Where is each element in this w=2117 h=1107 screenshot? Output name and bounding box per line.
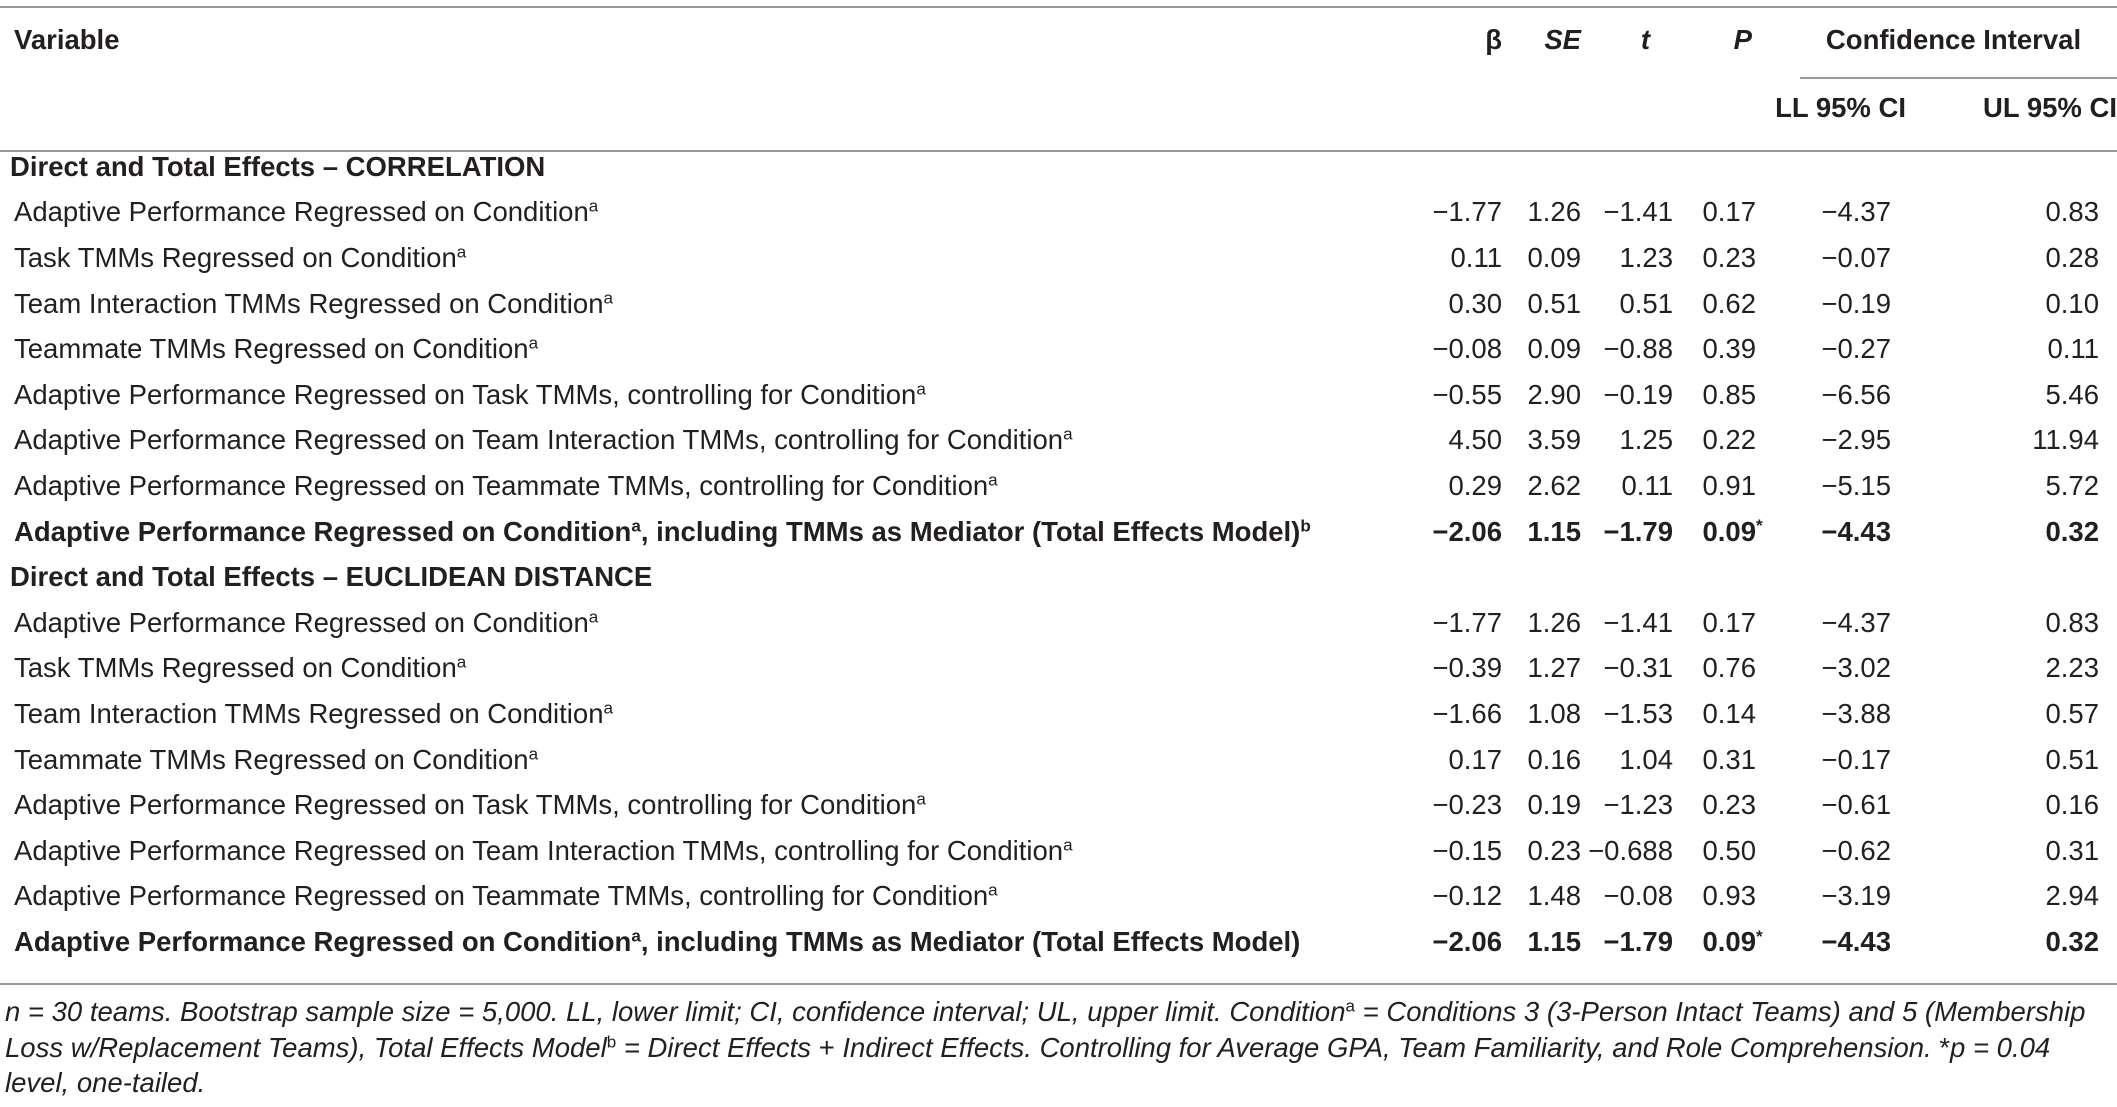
p-value: 0.85	[1702, 378, 1756, 410]
se-value: 2.62	[1527, 469, 1581, 501]
variable-text: Adaptive Performance Regressed on Condition	[14, 925, 632, 957]
variable-superscript: a	[1063, 424, 1073, 444]
variable-text: Adaptive Performance Regressed on Task TMMs, controlling for Condition	[14, 378, 917, 410]
se-value: 1.48	[1527, 880, 1581, 912]
section-header-row	[0, 144, 2117, 190]
table-footnote	[5, 994, 2115, 1101]
variable-cell	[0, 646, 1400, 692]
beta-value: −2.06	[1432, 515, 1502, 547]
ll-cell	[1770, 600, 1908, 646]
se-cell	[1502, 919, 1581, 965]
variable-suffix: , including TMMs as Mediator (Total Effects Model)	[640, 515, 1301, 547]
beta-cell	[1400, 418, 1502, 464]
ll-cell	[1770, 372, 1908, 418]
ul-value: 0.10	[2045, 287, 2100, 319]
ll-cell	[1770, 737, 1908, 783]
se-cell	[1502, 737, 1581, 783]
ll-value: −2.95	[1821, 424, 1891, 456]
beta-value: −0.55	[1432, 378, 1502, 410]
footnote-star: *	[1939, 1031, 1951, 1063]
beta-value: 0.30	[1448, 287, 1502, 319]
header-variable: Variable	[14, 24, 120, 55]
variable-superscript: a	[916, 789, 926, 809]
variable-suffix: , including TMMs as Mediator (Total Effects Model)	[640, 925, 1301, 957]
variable-superscript: a	[588, 197, 599, 217]
ul-value: 0.16	[2045, 789, 2100, 821]
ul-cell	[1908, 190, 2117, 236]
t-cell	[1581, 418, 1673, 464]
beta-value: 0.11	[1450, 241, 1502, 273]
variable-text: Adaptive Performance Regressed on Team Interaction TMMs, controlling for Condition	[14, 834, 1064, 866]
beta-cell	[1400, 828, 1502, 874]
variable-superscript: a	[631, 926, 641, 946]
variable-superscript: a	[588, 607, 599, 627]
se-cell	[1502, 372, 1581, 418]
ul-value: 0.57	[2045, 697, 2100, 729]
t-value: 0.11	[1621, 469, 1673, 501]
ll-value: −4.37	[1821, 606, 1891, 638]
t-value: −1.23	[1603, 789, 1673, 821]
t-value: −1.41	[1603, 196, 1673, 228]
section-header-row	[0, 554, 2117, 600]
se-cell	[1502, 463, 1581, 509]
p-value: 0.76	[1702, 652, 1756, 684]
ll-cell	[1770, 326, 1908, 372]
t-value: 0.51	[1619, 287, 1673, 319]
p-value: 0.23	[1702, 241, 1756, 273]
bottom-rule	[0, 983, 2117, 985]
ul-cell	[1908, 646, 2117, 692]
table-row	[0, 828, 2117, 874]
beta-cell	[1400, 509, 1502, 555]
p-cell: 0.09*	[1702, 925, 1763, 957]
variable-text: Team Interaction TMMs Regressed on Condition	[14, 697, 604, 729]
subheader-row	[0, 72, 2117, 144]
beta-cell	[1400, 600, 1502, 646]
t-value: 1.23	[1619, 241, 1673, 273]
p-cell	[1673, 782, 1770, 828]
ul-cell	[1908, 828, 2117, 874]
t-cell	[1581, 509, 1673, 555]
se-cell	[1502, 600, 1581, 646]
se-cell	[1502, 190, 1581, 236]
ul-value: 2.23	[2045, 652, 2100, 684]
variable-cell	[0, 600, 1400, 646]
footnote-part-4: Indirect Effects. Controlling for Average GPA, Team Familiarity, and Role Comprehension.	[834, 1031, 1940, 1063]
t-cell	[1581, 326, 1673, 372]
p-value: 0.31	[1702, 743, 1756, 775]
p-cell	[1673, 372, 1770, 418]
beta-value: −0.23	[1432, 789, 1502, 821]
p-cell	[1673, 418, 1770, 464]
beta-cell	[1400, 919, 1502, 965]
variable-superscript: a	[631, 516, 641, 536]
p-value: 0.93	[1702, 880, 1756, 912]
variable-cell	[0, 919, 1400, 965]
ul-cell	[1908, 418, 2117, 464]
ul-cell	[1908, 691, 2117, 737]
ul-cell	[1908, 919, 2117, 965]
se-value: 3.59	[1527, 424, 1581, 456]
header-se: SE	[1544, 24, 1581, 55]
variable-cell	[0, 509, 1400, 555]
beta-value: −0.08	[1432, 333, 1502, 365]
beta-value: −1.77	[1432, 606, 1502, 638]
p-value: 0.17	[1702, 606, 1756, 638]
beta-cell	[1400, 646, 1502, 692]
se-cell	[1502, 874, 1581, 920]
se-cell	[1502, 828, 1581, 874]
total-effects-row	[0, 919, 2117, 965]
ll-cell	[1770, 874, 1908, 920]
ll-cell	[1770, 190, 1908, 236]
total-effects-row	[0, 509, 2117, 555]
beta-value: 0.29	[1448, 469, 1502, 501]
section-title: Direct and Total Effects – EUCLIDEAN DISTANCE	[10, 561, 653, 593]
ul-value: 0.83	[2045, 606, 2100, 638]
table-row	[0, 600, 2117, 646]
ll-cell	[1770, 281, 1908, 327]
variable-text: Task TMMs Regressed on Condition	[14, 652, 457, 684]
ul-value: 0.32	[2045, 515, 2100, 547]
p-cell	[1673, 235, 1770, 281]
t-value: −0.08	[1603, 880, 1673, 912]
t-cell	[1581, 463, 1673, 509]
t-value: −0.88	[1603, 333, 1673, 365]
ll-value: −4.37	[1821, 196, 1891, 228]
se-value: 2.90	[1527, 378, 1581, 410]
se-cell	[1502, 509, 1581, 555]
p-value: 0.17	[1702, 196, 1756, 228]
t-cell	[1581, 828, 1673, 874]
variable-superscript: a	[988, 470, 998, 490]
variable-text: Teammate TMMs Regressed on Condition	[14, 743, 529, 775]
variable-text: Adaptive Performance Regressed on Teammate TMMs, controlling for Condition	[14, 469, 989, 501]
table-row	[0, 463, 2117, 509]
t-cell	[1581, 919, 1673, 965]
ll-value: −4.43	[1821, 515, 1891, 547]
beta-value: −0.12	[1432, 880, 1502, 912]
p-cell	[1673, 463, 1770, 509]
se-value: 1.27	[1527, 652, 1581, 684]
se-cell	[1502, 418, 1581, 464]
se-value: 1.08	[1527, 697, 1581, 729]
variable-superscript: a	[916, 379, 926, 399]
t-value: −0.688	[1588, 834, 1673, 866]
regression-table	[0, 8, 2117, 965]
variable-text: Adaptive Performance Regressed on Condition	[14, 196, 589, 228]
ul-cell	[1908, 372, 2117, 418]
variable-superscript: a	[603, 698, 613, 718]
header-p: P	[1733, 24, 1752, 55]
p-cell	[1673, 281, 1770, 327]
beta-cell	[1400, 190, 1502, 236]
variable-text: Adaptive Performance Regressed on Condition	[14, 606, 589, 638]
variable-cell	[0, 235, 1400, 281]
ll-value: −0.27	[1821, 333, 1891, 365]
p-value: 0.09	[1702, 925, 1756, 957]
table-row	[0, 190, 2117, 236]
ll-value: −0.19	[1821, 287, 1891, 319]
table-row	[0, 326, 2117, 372]
ll-value: −0.07	[1821, 241, 1891, 273]
table-row	[0, 782, 2117, 828]
t-cell	[1581, 737, 1673, 783]
se-value: 0.09	[1527, 333, 1581, 365]
ll-cell	[1770, 463, 1908, 509]
t-value: 1.04	[1619, 743, 1673, 775]
variable-cell	[0, 281, 1400, 327]
variable-cell	[0, 691, 1400, 737]
footnote-part-2: = Conditions 3 (3-Person Intact Teams) and 5 (Membership Loss w/Replacement Teams), Total Effects Model	[5, 996, 2086, 1063]
table-row	[0, 874, 2117, 920]
p-value: 0.22	[1702, 424, 1756, 456]
ul-cell	[1908, 281, 2117, 327]
t-value: −1.79	[1603, 925, 1673, 957]
ll-value: −5.15	[1821, 469, 1891, 501]
footnote-plus: +	[818, 1031, 835, 1063]
variable-superscript: a	[603, 288, 613, 308]
ul-value: 5.72	[2045, 469, 2100, 501]
ll-cell	[1770, 782, 1908, 828]
ll-cell	[1770, 828, 1908, 874]
beta-cell	[1400, 737, 1502, 783]
se-cell	[1502, 782, 1581, 828]
ll-cell	[1770, 919, 1908, 965]
variable-text: Adaptive Performance Regressed on Condition	[14, 515, 632, 547]
ll-cell	[1770, 509, 1908, 555]
table-body	[0, 144, 2117, 965]
footnote-sup-b: b	[606, 1032, 617, 1052]
ul-value: 0.28	[2045, 241, 2100, 273]
ul-cell	[1908, 326, 2117, 372]
ll-value: −0.62	[1821, 834, 1891, 866]
header-t: t	[1640, 24, 1650, 55]
t-value: −0.19	[1603, 378, 1673, 410]
ll-value: −0.61	[1821, 789, 1891, 821]
ul-value: 0.32	[2045, 925, 2100, 957]
beta-cell	[1400, 235, 1502, 281]
se-value: 1.26	[1527, 606, 1581, 638]
variable-superscript: a	[988, 880, 998, 900]
table-row	[0, 646, 2117, 692]
se-cell	[1502, 281, 1581, 327]
ll-value: −0.17	[1821, 743, 1891, 775]
beta-value: −1.66	[1432, 697, 1502, 729]
p-cell	[1673, 828, 1770, 874]
t-cell	[1581, 600, 1673, 646]
ll-cell	[1770, 691, 1908, 737]
ll-value: −6.56	[1821, 378, 1891, 410]
variable-superscript: a	[528, 333, 539, 353]
se-value: 1.15	[1527, 515, 1581, 547]
variable-text: Teammate TMMs Regressed on Condition	[14, 333, 529, 365]
table-row	[0, 235, 2117, 281]
p-value: 0.39	[1702, 333, 1756, 365]
beta-value: 0.17	[1448, 743, 1502, 775]
variable-superscript: a	[528, 744, 539, 764]
variable-cell	[0, 737, 1400, 783]
ul-value: 2.94	[2045, 880, 2100, 912]
variable-cell	[0, 874, 1400, 920]
ul-value: 0.83	[2045, 196, 2100, 228]
t-value: 1.25	[1619, 424, 1673, 456]
p-value: 0.62	[1702, 287, 1756, 319]
p-cell	[1673, 874, 1770, 920]
variable-superscript: a	[456, 242, 467, 262]
se-cell	[1502, 691, 1581, 737]
se-cell	[1502, 646, 1581, 692]
p-cell: 0.09*	[1702, 515, 1763, 547]
t-value: −1.79	[1603, 515, 1673, 547]
header-ll: LL 95% CI	[1775, 92, 1906, 123]
se-value: 1.26	[1527, 196, 1581, 228]
beta-cell	[1400, 463, 1502, 509]
variable-text: Team Interaction TMMs Regressed on Condition	[14, 287, 604, 319]
variable-cell	[0, 463, 1400, 509]
suffix-superscript: b	[1300, 516, 1311, 536]
variable-superscript: a	[456, 652, 467, 672]
p-cell	[1673, 326, 1770, 372]
t-value: −1.41	[1603, 606, 1673, 638]
header-ul: UL 95% CI	[1983, 92, 2117, 123]
se-value: 0.51	[1527, 287, 1581, 319]
ul-cell	[1908, 509, 2117, 555]
beta-value: −1.77	[1432, 196, 1502, 228]
p-cell	[1673, 737, 1770, 783]
t-cell	[1581, 190, 1673, 236]
t-value: −1.53	[1603, 697, 1673, 729]
t-cell	[1581, 691, 1673, 737]
ul-value: 11.94	[2032, 424, 2100, 456]
beta-cell	[1400, 691, 1502, 737]
ul-value: 5.46	[2045, 378, 2100, 410]
footnote-part-1: n = 30 teams. Bootstrap sample size = 5,000. LL, lower limit; CI, confidence interval; UL, upper limit. Condition	[5, 996, 1346, 1027]
p-value: 0.09	[1702, 515, 1756, 547]
beta-cell	[1400, 372, 1502, 418]
variable-cell	[0, 782, 1400, 828]
beta-value: −0.39	[1432, 652, 1502, 684]
t-value: −0.31	[1603, 652, 1673, 684]
variable-cell	[0, 190, 1400, 236]
table-row	[0, 372, 2117, 418]
p-cell	[1673, 691, 1770, 737]
se-value: 0.19	[1527, 789, 1581, 821]
table-row	[0, 281, 2117, 327]
beta-cell	[1400, 281, 1502, 327]
se-cell	[1502, 235, 1581, 281]
variable-text: Task TMMs Regressed on Condition	[14, 241, 457, 273]
t-cell	[1581, 874, 1673, 920]
table-row	[0, 691, 2117, 737]
variable-text: Adaptive Performance Regressed on Task TMMs, controlling for Condition	[14, 789, 917, 821]
ll-value: −3.02	[1821, 652, 1891, 684]
variable-cell	[0, 418, 1400, 464]
footnote-part-5: p = 0.04 level, one-tailed.	[5, 1031, 2051, 1098]
variable-cell	[0, 828, 1400, 874]
ul-cell	[1908, 874, 2117, 920]
p-value: 0.50	[1702, 834, 1756, 866]
se-cell	[1502, 326, 1581, 372]
ll-cell	[1770, 646, 1908, 692]
ul-value: 0.51	[2045, 743, 2100, 775]
ul-cell	[1908, 600, 2117, 646]
ul-cell	[1908, 463, 2117, 509]
section-title: Direct and Total Effects – CORRELATION	[10, 150, 546, 182]
footnote-part-3: = Direct Effects	[616, 1031, 819, 1063]
ul-cell	[1908, 782, 2117, 828]
ll-value: −3.19	[1821, 880, 1891, 912]
t-cell	[1581, 646, 1673, 692]
table-row	[0, 418, 2117, 464]
variable-cell	[0, 326, 1400, 372]
beta-value: −0.15	[1432, 834, 1502, 866]
ll-value: −3.88	[1821, 697, 1891, 729]
beta-cell	[1400, 326, 1502, 372]
t-cell	[1581, 782, 1673, 828]
se-value: 1.15	[1527, 925, 1581, 957]
ul-value: 0.11	[2047, 333, 2100, 365]
ul-cell	[1908, 737, 2117, 783]
t-cell	[1581, 281, 1673, 327]
ul-cell	[1908, 235, 2117, 281]
variable-text: Adaptive Performance Regressed on Team Interaction TMMs, controlling for Condition	[14, 424, 1064, 456]
variable-superscript: a	[1063, 835, 1073, 855]
variable-text: Adaptive Performance Regressed on Teammate TMMs, controlling for Condition	[14, 880, 989, 912]
header-confidence-interval: Confidence Interval	[1825, 24, 2082, 55]
table-row	[0, 737, 2117, 783]
variable-cell	[0, 372, 1400, 418]
p-value: 0.23	[1702, 789, 1756, 821]
ll-cell	[1770, 235, 1908, 281]
p-cell	[1673, 600, 1770, 646]
p-cell	[1673, 190, 1770, 236]
p-cell	[1673, 646, 1770, 692]
beta-cell	[1400, 782, 1502, 828]
ul-value: 0.31	[2045, 834, 2100, 866]
ll-value: −4.43	[1821, 925, 1891, 957]
p-value: 0.14	[1702, 697, 1756, 729]
p-value: 0.91	[1702, 469, 1756, 501]
header-beta: β	[1485, 24, 1502, 55]
ll-cell	[1770, 418, 1908, 464]
t-cell	[1581, 235, 1673, 281]
se-value: 0.09	[1527, 241, 1581, 273]
header-row	[0, 8, 2117, 72]
beta-value: −2.06	[1432, 925, 1502, 957]
t-cell	[1581, 372, 1673, 418]
beta-cell	[1400, 874, 1502, 920]
se-value: 0.16	[1527, 743, 1581, 775]
footnote-sup-a: a	[1345, 996, 1356, 1016]
se-value: 0.23	[1527, 834, 1581, 866]
beta-value: 4.50	[1448, 424, 1502, 456]
